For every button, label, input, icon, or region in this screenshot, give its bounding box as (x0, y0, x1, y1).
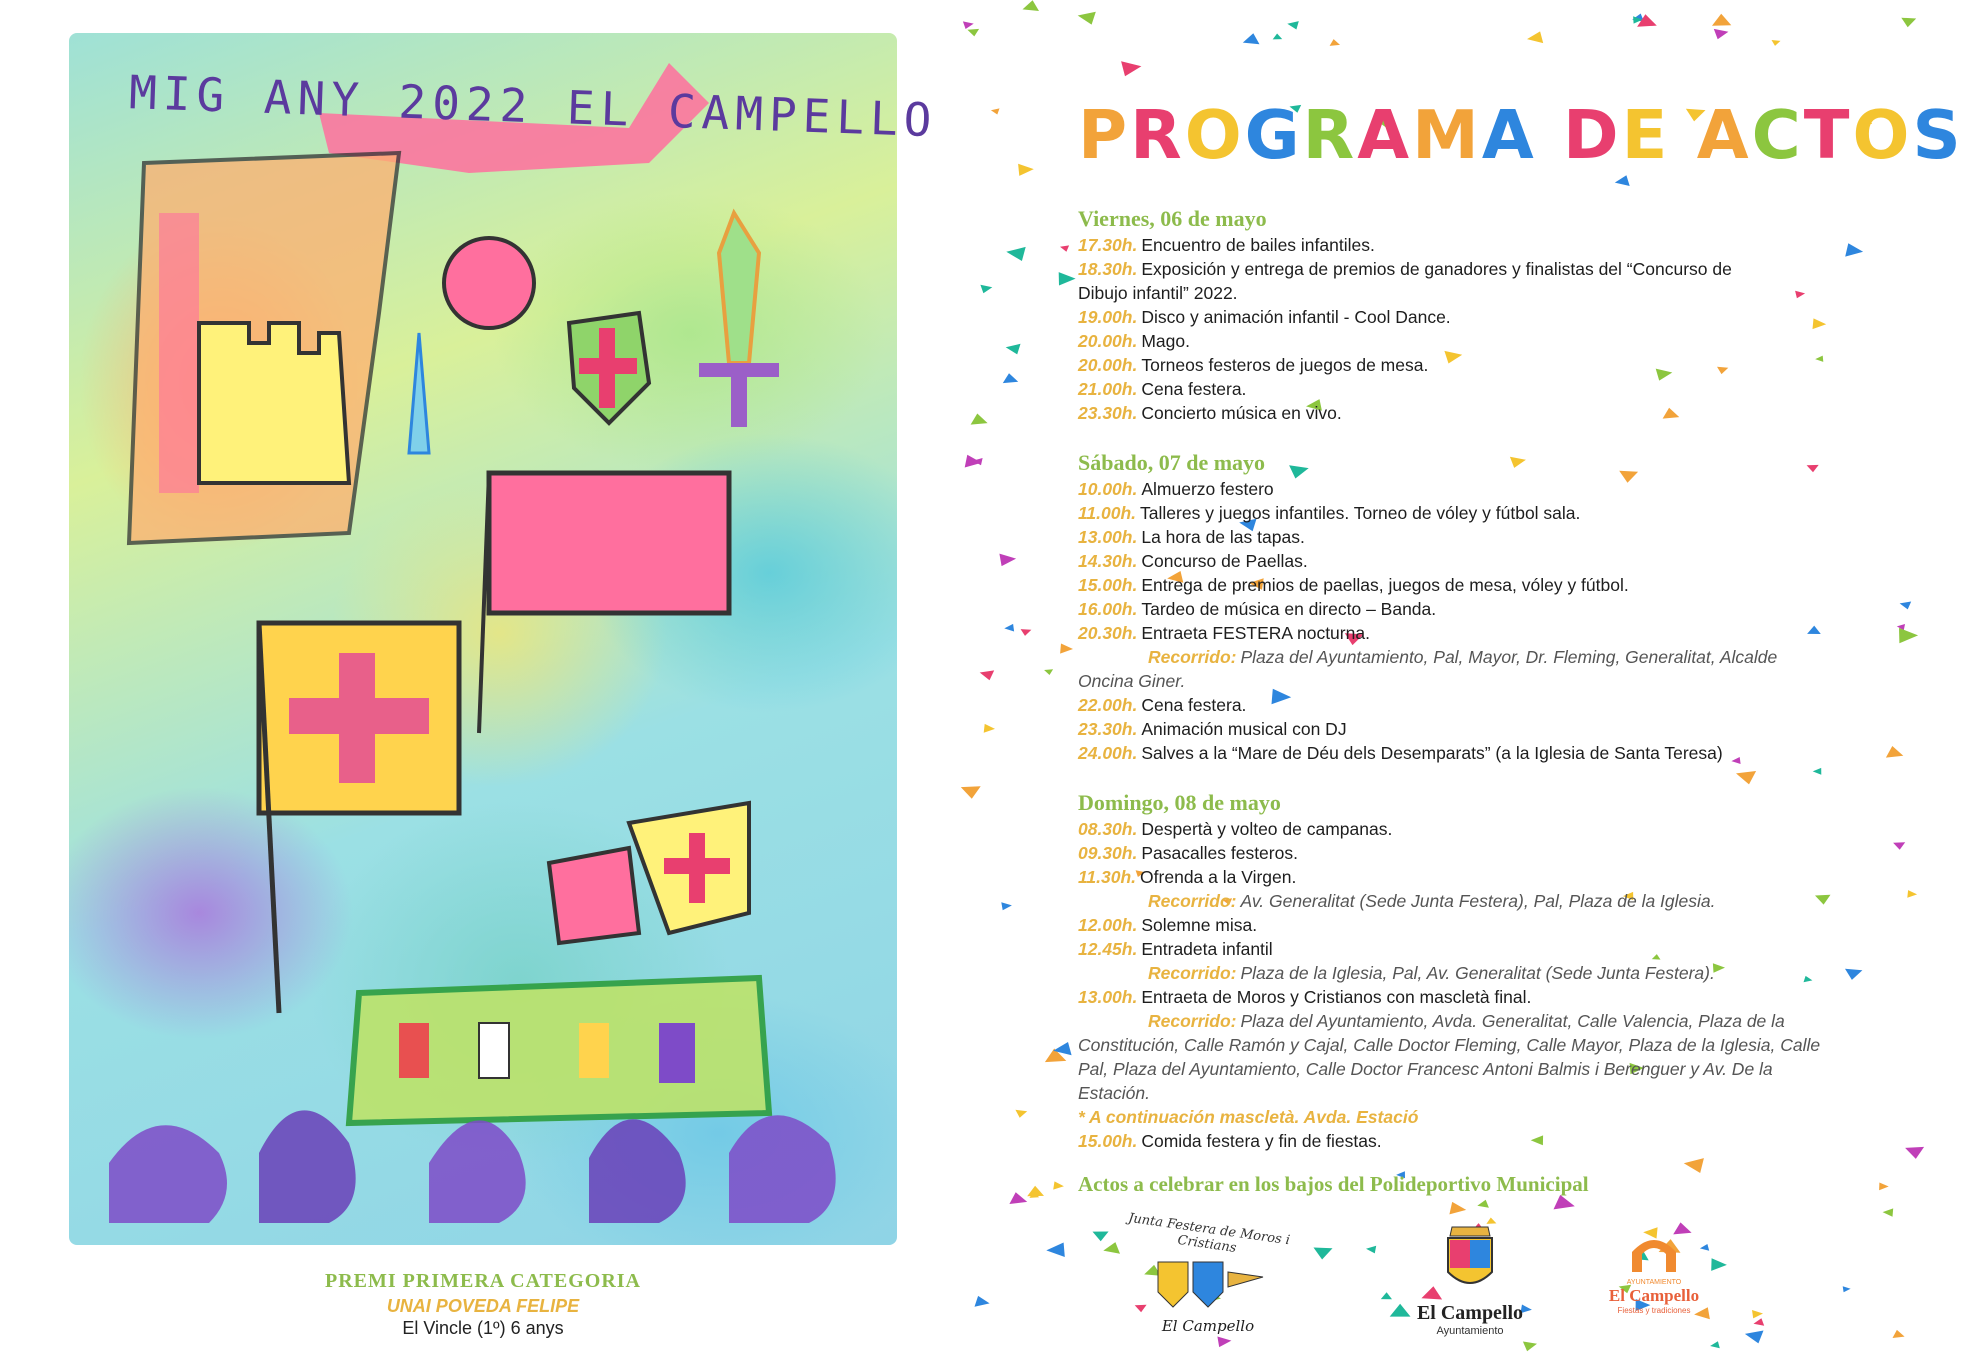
event-text: Tardeo de música en directo – Banda. (1141, 599, 1437, 619)
program-title (1078, 96, 1964, 174)
event-item (1078, 525, 1778, 549)
title-letter: A (1357, 96, 1413, 174)
event-time: 09.30h. (1078, 843, 1138, 863)
confetti-piece (1366, 1246, 1376, 1254)
confetti-piece (1615, 175, 1630, 186)
title-letter: O (1852, 96, 1913, 174)
day-heading: Viernes, 06 de mayo (1078, 206, 1267, 231)
event-time: 15.00h. (1078, 1131, 1138, 1151)
confetti-piece (1523, 1342, 1537, 1352)
event-item (1078, 501, 1778, 525)
confetti-piece (1807, 626, 1821, 634)
fiestas-name: El Campello (1608, 1286, 1700, 1305)
confetti-piece (1001, 902, 1012, 910)
event-item (1078, 573, 1778, 597)
event-text: Pasacalles festeros. (1141, 843, 1298, 863)
author-name: UNAI POVEDA FELIPE (386, 1296, 580, 1316)
confetti-piece (1006, 344, 1021, 355)
confetti-piece (975, 1296, 990, 1307)
route-text: Plaza del Ayuntamiento, Avda. Generalitat, Calle Valencia, Plaza de la (1240, 1011, 1785, 1031)
event-time: 12.00h. (1078, 915, 1138, 935)
confetti-piece (1754, 1318, 1765, 1326)
confetti-piece (963, 21, 974, 29)
event-time: 10.00h. (1078, 479, 1138, 499)
author-school: El Vincle (1º) 6 anys (402, 1318, 564, 1338)
fiestas-sub: Fiestas y tradiciones (1617, 1306, 1691, 1315)
title-letter: R (1130, 96, 1185, 174)
poster-drawing (69, 33, 939, 1245)
route-text: Av. Generalitat (Sede Junta Festera), Pal, Plaza de la Iglesia. (1240, 891, 1716, 911)
confetti-piece (1901, 18, 1916, 28)
confetti-piece (1736, 771, 1756, 784)
confetti-piece (1006, 247, 1025, 261)
event-text: La hora de las tapas. (1141, 527, 1305, 547)
route-label: Recorrido: (1148, 963, 1237, 983)
drawing-title: MIG ANY 2022 EL CAMPELLO (128, 65, 939, 148)
confetti-piece (1905, 1147, 1924, 1159)
coat-of-arms-icon (1440, 1222, 1500, 1297)
confetti-piece (967, 29, 979, 37)
junta-festera-logo (1108, 1210, 1308, 1335)
event-time: 16.00h. (1078, 599, 1138, 619)
event-time: 13.00h. (1078, 987, 1138, 1007)
shields-icon (1148, 1252, 1268, 1312)
confetti-piece (1053, 1181, 1064, 1189)
event-item (1078, 233, 1778, 257)
confetti-piece (1003, 373, 1018, 383)
confetti-piece (1330, 39, 1340, 46)
event-item (1078, 597, 1778, 621)
event-text: Salves a la “Mare de Déu dels Desemparats” (a la Iglesia de Santa Teresa) (1141, 743, 1723, 763)
confetti-piece (999, 554, 1016, 567)
event-item (1078, 817, 1778, 841)
confetti-piece (1893, 842, 1905, 850)
event-time: 08.30h. (1078, 819, 1138, 839)
route-line: Constitución, Calle Ramón y Cajal, Calle Doctor Fleming, Calle Mayor, Plaza de la Iglesia, Calle (1078, 1035, 1821, 1055)
event-time: 13.00h. (1078, 527, 1138, 547)
event-item (1078, 717, 1778, 741)
confetti-piece (1243, 33, 1260, 44)
confetti-piece (1795, 291, 1805, 298)
confetti-piece (1477, 1200, 1489, 1208)
title-letter: O (1184, 96, 1245, 174)
confetti-piece (1060, 644, 1073, 654)
route-text: Plaza del Ayuntamiento, Pal, Mayor, Dr. Fleming, Generalitat, Alcalde (1240, 647, 1778, 667)
confetti-piece (980, 285, 992, 294)
title-letter: P (1078, 96, 1131, 174)
confetti-piece (1815, 356, 1823, 362)
confetti-piece (1712, 14, 1731, 26)
event-time: 19.00h. (1078, 307, 1138, 327)
event-time: 18.30h. (1078, 259, 1138, 279)
confetti-piece (1510, 457, 1526, 468)
junta-place: El Campello (1161, 1317, 1255, 1335)
route-line (1078, 961, 1778, 985)
event-item (1078, 281, 1778, 305)
confetti-piece (1843, 1286, 1851, 1292)
title-letter (1670, 96, 1696, 174)
confetti-piece (1554, 1195, 1575, 1210)
event-time: 20.00h. (1078, 331, 1138, 351)
event-time: 14.30h. (1078, 551, 1138, 571)
event-item (1078, 353, 1778, 377)
day-heading: Sábado, 07 de mayo (1078, 450, 1266, 475)
event-time: 12.45h. (1078, 939, 1138, 959)
confetti-piece (1807, 465, 1819, 472)
event-text: Talleres y juegos infantiles. Torneo de vóley y fútbol sala. (1140, 503, 1581, 523)
confetti-piece (1004, 624, 1014, 632)
event-text: Cena festera. (1141, 379, 1247, 399)
event-item (1078, 621, 1778, 645)
event-text: Animación musical con DJ (1141, 719, 1347, 739)
confetti-piece (1900, 602, 1912, 610)
event-text: Disco y animación infantil - Cool Dance. (1141, 307, 1451, 327)
ayto-name: El Campello (1416, 1302, 1524, 1324)
title-letter: T (1803, 96, 1853, 174)
award-category: PREMI PRIMERA CATEGORIA (325, 1270, 641, 1292)
confetti-piece (1813, 768, 1822, 775)
event-item (1078, 913, 1778, 937)
title-letter: G (1244, 96, 1303, 174)
confetti-piece (1886, 746, 1903, 758)
event-text: Solemne misa. (1141, 915, 1258, 935)
title-letter: M (1412, 96, 1482, 174)
confetti-piece (1023, 0, 1040, 11)
confetti-piece (1879, 1183, 1889, 1191)
confetti-piece (1273, 34, 1283, 40)
event-text: Despertà y volteo de campanas. (1141, 819, 1393, 839)
confetti-piece (1714, 29, 1729, 39)
title-letter: S (1912, 96, 1964, 174)
event-text: Exposición y entrega de premios de ganadores y finalistas del “Concurso de (1141, 259, 1732, 279)
confetti-piece (961, 786, 981, 799)
ayto-sub: Ayuntamiento (1436, 1325, 1504, 1337)
confetti-piece (1527, 31, 1543, 43)
title-letter (1537, 96, 1563, 174)
event-text: Almuerzo festero (1141, 479, 1274, 499)
confetti-piece (1907, 890, 1917, 898)
event-time: 24.00h. (1078, 743, 1138, 763)
fiestas-top: AYUNTAMIENTO (1626, 1279, 1682, 1286)
event-time: 23.30h. (1078, 403, 1138, 423)
event-item (1078, 937, 1778, 961)
confetti-piece (1059, 272, 1076, 285)
route-line (1078, 645, 1778, 669)
event-text: Concierto música en vivo. (1141, 403, 1342, 423)
event-text: Concurso de Paellas. (1141, 551, 1308, 571)
drawing-illustration (69, 33, 939, 1245)
event-text: Mago. (1141, 331, 1190, 351)
route-label: Recorrido: (1148, 1011, 1237, 1031)
event-text: Cena festera. (1141, 695, 1247, 715)
event-item (1078, 1129, 1778, 1153)
confetti-piece (1752, 1310, 1763, 1318)
arch-icon (1624, 1228, 1684, 1274)
event-item (1078, 549, 1778, 573)
route-text: Plaza de la Iglesia, Pal, Av. Generalitat (Sede Junta Festera). (1240, 963, 1715, 983)
event-item (1078, 257, 1778, 281)
confetti-piece (1710, 1341, 1720, 1348)
title-letter: A (1481, 96, 1537, 174)
confetti-piece (1893, 1330, 1905, 1338)
event-time: 15.00h. (1078, 575, 1138, 595)
confetti-piece (1772, 40, 1781, 46)
fiestas-logo (1594, 1228, 1714, 1315)
event-time: 11.30h. (1078, 867, 1137, 887)
title-letter: R (1302, 96, 1358, 174)
event-text: Entraeta FESTERA nocturna. (1141, 623, 1370, 643)
confetti-piece (1899, 628, 1918, 643)
confetti-piece (1815, 895, 1831, 905)
route-line (1078, 889, 1778, 913)
confetti-piece (1883, 1208, 1894, 1216)
confetti-piece (980, 670, 995, 680)
event-text: Encuentro de bailes infantiles. (1141, 235, 1375, 255)
event-time: 23.30h. (1078, 719, 1138, 739)
event-item (1078, 329, 1778, 353)
event-item (1078, 841, 1778, 865)
confetti-piece (1684, 1158, 1704, 1173)
confetti-piece (1449, 1202, 1466, 1215)
title-letter: C (1751, 96, 1804, 174)
event-time: 17.30h. (1078, 235, 1138, 255)
confetti-piece (1060, 245, 1069, 251)
confetti-piece (984, 724, 995, 733)
ayuntamiento-logo (1390, 1222, 1550, 1337)
event-time: 21.00h. (1078, 379, 1138, 399)
confetti-piece (1018, 164, 1034, 176)
event-text: Entrega de premios de paellas, juegos de mesa, vóley y fútbol. (1141, 575, 1629, 595)
confetti-piece (1046, 1243, 1065, 1258)
confetti-piece (1845, 243, 1863, 256)
title-letter: E (1621, 96, 1671, 174)
confetti-piece (1021, 629, 1032, 636)
junta-script: Junta Festera de Moros i Cristians (1127, 1210, 1291, 1256)
route-label: Recorrido: (1148, 647, 1237, 667)
event-item (1078, 985, 1778, 1009)
confetti-piece (991, 108, 1000, 114)
confetti-piece (971, 414, 988, 425)
confetti-piece (1015, 1110, 1027, 1118)
event-time: 20.00h. (1078, 355, 1138, 375)
venue-note: Actos a celebrar en los bajos del Polideportivo Municipal (1078, 1172, 1589, 1196)
title-letter: A (1696, 96, 1752, 174)
route-label: Recorrido: (1148, 891, 1237, 911)
event-time: 11.00h. (1078, 503, 1137, 523)
confetti-piece (1813, 318, 1827, 329)
confetti-piece (1287, 21, 1299, 29)
event-time: 22.00h. (1078, 695, 1138, 715)
confetti-piece (1009, 1192, 1027, 1204)
event-item (1078, 693, 1778, 717)
confetti-piece (1121, 61, 1141, 76)
event-item (1078, 401, 1778, 425)
confetti-piece (1804, 976, 1813, 982)
event-item (1078, 305, 1778, 329)
route-line (1078, 1009, 1785, 1033)
event-note: * A continuación mascletà. Avda. Estació (1078, 1107, 1419, 1127)
day-heading: Domingo, 08 de mayo (1078, 790, 1281, 815)
confetti-piece (1217, 1337, 1231, 1348)
event-text: Dibujo infantil” 2022. (1078, 283, 1238, 303)
confetti-piece (1078, 12, 1096, 25)
route-line: Estación. (1078, 1083, 1150, 1103)
event-text: Torneos festeros de juegos de mesa. (1141, 355, 1429, 375)
title-letter: D (1563, 96, 1622, 174)
event-item (1078, 377, 1778, 401)
confetti-piece (1044, 669, 1053, 675)
event-text: Entradeta infantil (1141, 939, 1273, 959)
route-line: Pal, Plaza del Ayuntamiento, Calle Doctor Francesc Antoni Balmis i Berenguer y Av. De la (1078, 1059, 1773, 1079)
confetti-piece (1745, 1331, 1764, 1344)
event-item (1078, 477, 1778, 501)
event-text: Comida festera y fin de fiestas. (1141, 1131, 1382, 1151)
event-text: Entraeta de Moros y Cristianos con mascletà final. (1141, 987, 1532, 1007)
route-line: Oncina Giner. (1078, 671, 1186, 691)
event-item (1078, 865, 1778, 889)
event-item (1078, 741, 1778, 765)
event-text: Ofrenda a la Virgen. (1140, 867, 1297, 887)
confetti-piece (1845, 969, 1862, 980)
confetti-piece (1314, 1248, 1333, 1260)
event-time: 20.30h. (1078, 623, 1138, 643)
